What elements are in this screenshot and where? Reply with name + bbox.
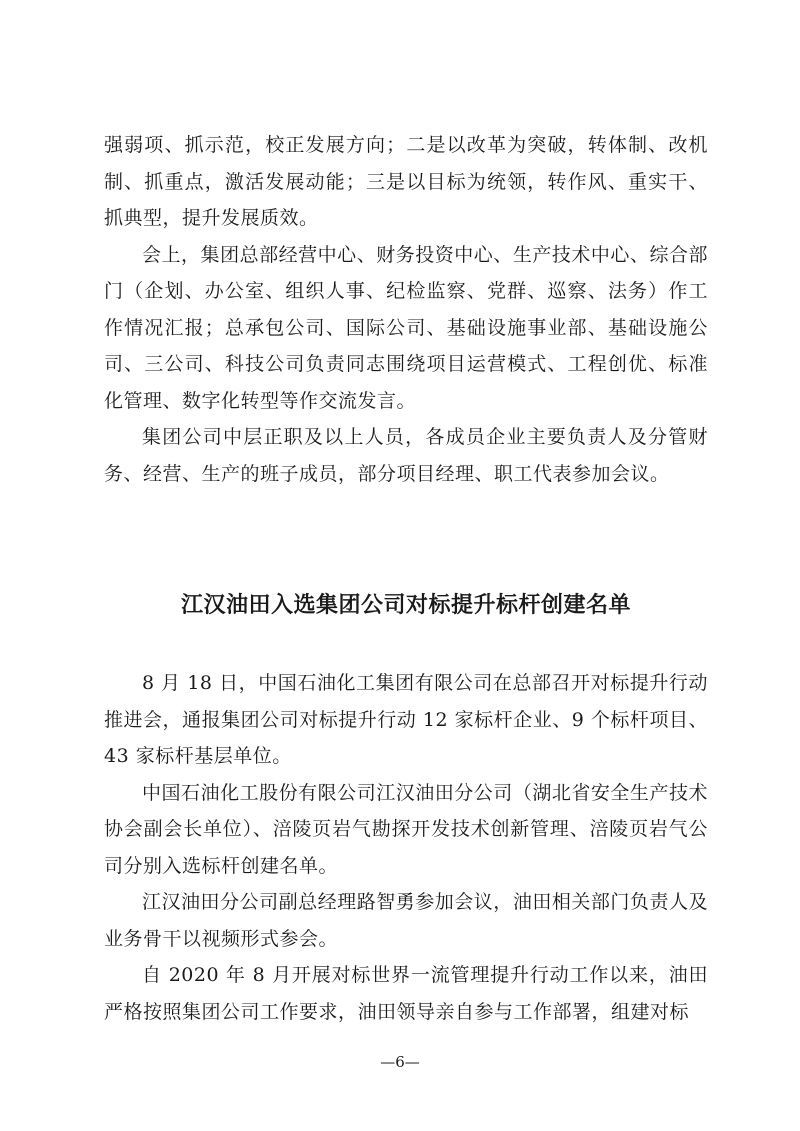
previous-article-body xyxy=(104,127,708,492)
paragraph-continued: 强弱项、抓示范，校正发展方向；二是以改革为突破，转体制、改机制、抓重点，激活发展动能；三是以目标为统领，转作风、重实干、抓典型，提升发展质效。 xyxy=(104,134,708,229)
paragraph: 8 月 18 日，中国石油化工集团有限公司在总部召开对标提升行动推进会，通报集团公司对标提升行动 12 家标杆企业、9 个标杆项目、43 家标杆基层单位。 xyxy=(104,672,708,767)
page-number: —6— xyxy=(380,1053,420,1071)
paragraph: 会上，集团总部经营中心、财务投资中心、生产技术中心、综合部门（企划、办公室、组织人事、纪检监察、党群、巡察、法务）作工作情况汇报；总承包公司、国际公司、基础设施事业部、基础设施公司、三公司、科技公司负责同志围绕项目运营模式、工程创优、标准化管理、数字化转型等作交流发言。 xyxy=(104,243,708,412)
paragraph: 集团公司中层正职及以上人员，各成员企业主要负责人及分管财务、经营、生产的班子成员，部分项目经理、职工代表参加会议。 xyxy=(104,426,708,485)
article-body xyxy=(104,665,708,1030)
paragraph: 中国石油化工股份有限公司江汉油田分公司（湖北省安全生产技术协会副会长单位）、涪陵页岩气勘探开发技术创新管理、涪陵页岩气公司分别入选标杆创建名单。 xyxy=(104,781,708,877)
paragraph: 自 2020 年 8 月开展对标世界一流管理提升行动工作以来，油田严格按照集团公司工作要求，油田领导亲自参与工作部署，组建对标 xyxy=(104,964,708,1023)
paragraph: 江汉油田分公司副总经理路智勇参加会议，油田相关部门负责人及业务骨干以视频形式参会。 xyxy=(104,891,708,950)
article-title: 江汉油田入选集团公司对标提升标杆创建名单 xyxy=(180,593,631,618)
